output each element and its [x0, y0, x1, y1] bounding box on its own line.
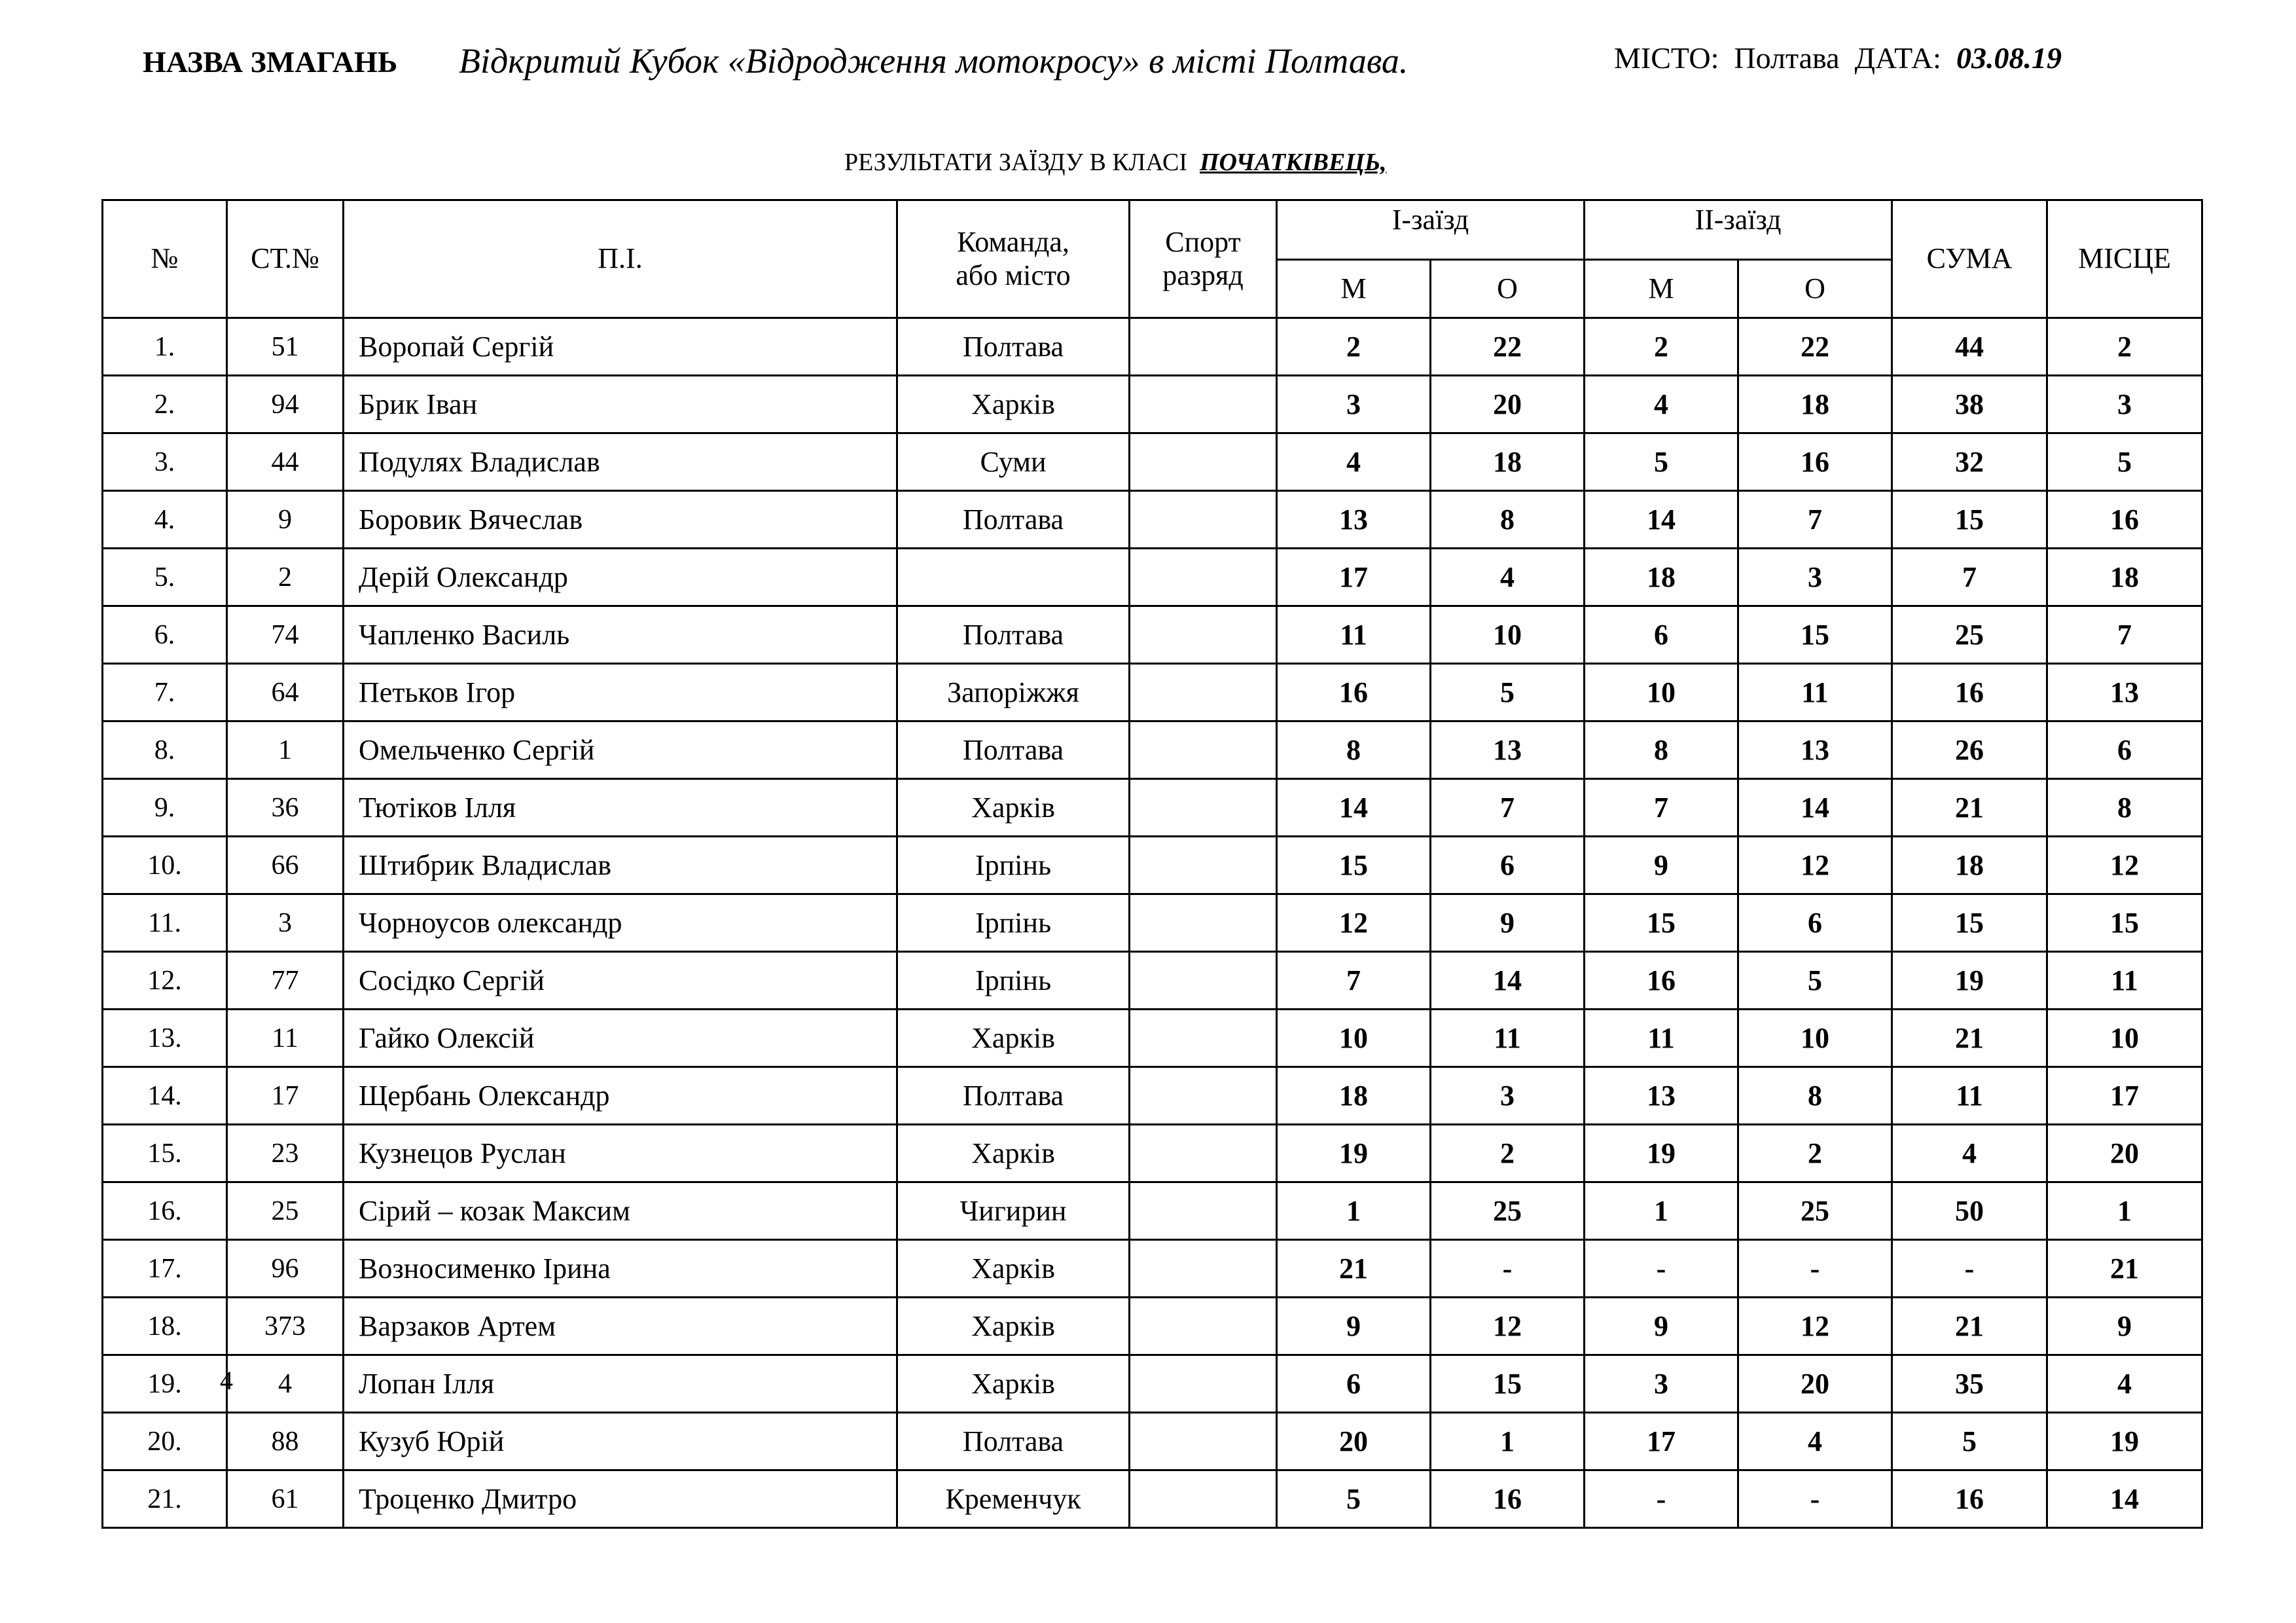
- race1-points: 22: [1431, 318, 1585, 376]
- race2-position: 18: [1585, 549, 1738, 606]
- row-number: 4.: [103, 491, 227, 549]
- total-points: 38: [1892, 376, 2047, 433]
- team-city: Ірпінь: [897, 894, 1130, 952]
- start-number: 23: [227, 1125, 344, 1182]
- table-row: [103, 779, 2202, 837]
- total-points: 15: [1892, 491, 2047, 549]
- total-points: 4: [1892, 1125, 2047, 1182]
- rider-name: Штибрик Владислав: [344, 837, 897, 894]
- start-number: 94: [227, 376, 344, 433]
- table-row: [103, 376, 2202, 433]
- row-number: 16.: [103, 1182, 227, 1240]
- final-place: 19: [2047, 1413, 2202, 1470]
- race1-position: 5: [1277, 1470, 1431, 1528]
- row-number: 5.: [103, 549, 227, 606]
- race1-points: 2: [1431, 1125, 1585, 1182]
- race1-position: 21: [1277, 1240, 1431, 1298]
- competition-title: Відкритий Кубок «Відродження мотокросу» в місті Полтава.: [459, 41, 1408, 81]
- start-number: 1: [227, 721, 344, 779]
- race1-position: 20: [1277, 1413, 1431, 1470]
- table-row: [103, 1067, 2202, 1125]
- total-points: 11: [1892, 1067, 2047, 1125]
- rider-name: Кузнецов Руслан: [344, 1125, 897, 1182]
- race1-points: 11: [1431, 1010, 1585, 1067]
- final-place: 3: [2047, 376, 2202, 433]
- row-number: 6.: [103, 606, 227, 664]
- start-number: 88: [227, 1413, 344, 1470]
- final-place: 18: [2047, 549, 2202, 606]
- start-number: 66: [227, 837, 344, 894]
- table-row: [103, 721, 2202, 779]
- race2-position: -: [1585, 1470, 1738, 1528]
- race1-position: 15: [1277, 837, 1431, 894]
- row-number: 7.: [103, 664, 227, 721]
- team-city: Суми: [897, 433, 1130, 491]
- race1-points: 6: [1431, 837, 1585, 894]
- sport-rank: [1130, 1413, 1277, 1470]
- race2-position: 16: [1585, 952, 1738, 1010]
- header-place: МІСЦЕ: [2047, 200, 2202, 318]
- header-race1-m: М: [1277, 260, 1431, 318]
- race2-points: -: [1738, 1470, 1892, 1528]
- sport-rank: [1130, 894, 1277, 952]
- header-rank-line1: Спорт: [1165, 225, 1241, 258]
- race2-points: 25: [1738, 1182, 1892, 1240]
- row-number: 1.: [103, 318, 227, 376]
- race2-points: 16: [1738, 433, 1892, 491]
- sport-rank: [1130, 491, 1277, 549]
- start-number: 373: [227, 1298, 344, 1355]
- total-points: 32: [1892, 433, 2047, 491]
- race2-points: 5: [1738, 952, 1892, 1010]
- total-points: 5: [1892, 1413, 2047, 1470]
- final-place: 16: [2047, 491, 2202, 549]
- total-points: 19: [1892, 952, 2047, 1010]
- subtitle-text: РЕЗУЛЬТАТИ ЗАЇЗДУ В КЛАСІ: [844, 149, 1187, 176]
- race1-points: 9: [1431, 894, 1585, 952]
- race2-position: 17: [1585, 1413, 1738, 1470]
- race2-position: 9: [1585, 1298, 1738, 1355]
- header-team-line2: або місто: [956, 259, 1071, 291]
- final-place: 8: [2047, 779, 2202, 837]
- race2-position: 7: [1585, 779, 1738, 837]
- row-number: 19.: [103, 1355, 227, 1413]
- team-city: Полтава: [897, 606, 1130, 664]
- team-city: Полтава: [897, 318, 1130, 376]
- race2-position: 1: [1585, 1182, 1738, 1240]
- race1-position: 4: [1277, 433, 1431, 491]
- team-city: Харків: [897, 1298, 1130, 1355]
- race1-position: 18: [1277, 1067, 1431, 1125]
- rider-name: Троценко Дмитро: [344, 1470, 897, 1528]
- race1-points: 8: [1431, 491, 1585, 549]
- rider-name: Чорноусов олександр: [344, 894, 897, 952]
- race1-position: 16: [1277, 664, 1431, 721]
- table-row: [103, 1355, 2202, 1413]
- race2-position: 15: [1585, 894, 1738, 952]
- race1-points: 16: [1431, 1470, 1585, 1528]
- team-city: Полтава: [897, 491, 1130, 549]
- row-number: 3.: [103, 433, 227, 491]
- team-city: Кременчук: [897, 1470, 1130, 1528]
- sport-rank: [1130, 1182, 1277, 1240]
- header-race2-m: М: [1585, 260, 1738, 318]
- table-row: [103, 1470, 2202, 1528]
- start-number: 9: [227, 491, 344, 549]
- total-points: 16: [1892, 664, 2047, 721]
- team-city: Полтава: [897, 721, 1130, 779]
- race2-position: 2: [1585, 318, 1738, 376]
- start-number: 64: [227, 664, 344, 721]
- team-city: Харків: [897, 376, 1130, 433]
- header-rank-line2: разряд: [1162, 259, 1244, 291]
- sport-rank: [1130, 1010, 1277, 1067]
- total-points: 26: [1892, 721, 2047, 779]
- table-row: [103, 549, 2202, 606]
- final-place: 14: [2047, 1470, 2202, 1528]
- race1-points: 1: [1431, 1413, 1585, 1470]
- table-row: [103, 952, 2202, 1010]
- sport-rank: [1130, 549, 1277, 606]
- race1-position: 12: [1277, 894, 1431, 952]
- start-number: 2: [227, 549, 344, 606]
- header-race2-o: О: [1738, 260, 1892, 318]
- start-number: 11: [227, 1010, 344, 1067]
- race1-points: 12: [1431, 1298, 1585, 1355]
- total-points: 50: [1892, 1182, 2047, 1240]
- race2-points: 7: [1738, 491, 1892, 549]
- start-number: 61: [227, 1470, 344, 1528]
- sport-rank: [1130, 1470, 1277, 1528]
- race2-points: 14: [1738, 779, 1892, 837]
- team-city: Запоріжжя: [897, 664, 1130, 721]
- final-place: 2: [2047, 318, 2202, 376]
- row-number: 20.: [103, 1413, 227, 1470]
- rider-name: Подулях Владислав: [344, 433, 897, 491]
- sport-rank: [1130, 1240, 1277, 1298]
- race2-points: 12: [1738, 837, 1892, 894]
- row-number: 10.: [103, 837, 227, 894]
- total-points: 7: [1892, 549, 2047, 606]
- table-row: [103, 1240, 2202, 1298]
- race2-points: 18: [1738, 376, 1892, 433]
- stray-mark: 4: [220, 1366, 233, 1395]
- start-number: 77: [227, 952, 344, 1010]
- race2-position: 9: [1585, 837, 1738, 894]
- header-race-1: І-заїзд: [1277, 200, 1585, 260]
- race2-points: 13: [1738, 721, 1892, 779]
- race2-points: -: [1738, 1240, 1892, 1298]
- final-place: 6: [2047, 721, 2202, 779]
- race1-points: 18: [1431, 433, 1585, 491]
- header-team-line1: Команда,: [957, 225, 1069, 258]
- total-points: 35: [1892, 1355, 2047, 1413]
- date-value: 03.08.19: [1956, 41, 2062, 75]
- start-number: 96: [227, 1240, 344, 1298]
- race1-position: 8: [1277, 721, 1431, 779]
- race1-position: 13: [1277, 491, 1431, 549]
- final-place: 21: [2047, 1240, 2202, 1298]
- race1-points: 15: [1431, 1355, 1585, 1413]
- race2-points: 2: [1738, 1125, 1892, 1182]
- start-number: 74: [227, 606, 344, 664]
- final-place: 20: [2047, 1125, 2202, 1182]
- rider-name: Тютіков Ілля: [344, 779, 897, 837]
- results-body: [103, 318, 2202, 1528]
- race2-position: 5: [1585, 433, 1738, 491]
- final-place: 4: [2047, 1355, 2202, 1413]
- race1-points: 10: [1431, 606, 1585, 664]
- race1-points: -: [1431, 1240, 1585, 1298]
- final-place: 7: [2047, 606, 2202, 664]
- race2-position: 8: [1585, 721, 1738, 779]
- header-total: СУМА: [1892, 200, 2047, 318]
- final-place: 15: [2047, 894, 2202, 952]
- race1-position: 7: [1277, 952, 1431, 1010]
- race2-position: 3: [1585, 1355, 1738, 1413]
- race1-points: 4: [1431, 549, 1585, 606]
- team-city: Харків: [897, 1010, 1130, 1067]
- team-city: Харків: [897, 1240, 1130, 1298]
- rider-name: Боровик Вячеслав: [344, 491, 897, 549]
- sport-rank: [1130, 664, 1277, 721]
- start-number: 3: [227, 894, 344, 952]
- sport-rank: [1130, 721, 1277, 779]
- document-header: [143, 38, 2185, 90]
- race1-points: 14: [1431, 952, 1585, 1010]
- team-city: Полтава: [897, 1413, 1130, 1470]
- row-number: 11.: [103, 894, 227, 952]
- race1-position: 14: [1277, 779, 1431, 837]
- start-number: 44: [227, 433, 344, 491]
- total-points: 15: [1892, 894, 2047, 952]
- class-name: ПОЧАТКІВЕЦЬ,: [1199, 149, 1387, 176]
- team-city: Харків: [897, 1355, 1130, 1413]
- table-row: [103, 1298, 2202, 1355]
- race1-points: 3: [1431, 1067, 1585, 1125]
- header-rank: [1130, 200, 1277, 318]
- start-number-value: 4: [278, 1368, 292, 1399]
- race1-position: 17: [1277, 549, 1431, 606]
- sport-rank: [1130, 1355, 1277, 1413]
- row-number: 17.: [103, 1240, 227, 1298]
- results-subtitle: [844, 148, 1386, 177]
- race2-position: -: [1585, 1240, 1738, 1298]
- table-row: [103, 1125, 2202, 1182]
- final-place: 5: [2047, 433, 2202, 491]
- table-row: [103, 1010, 2202, 1067]
- race1-position: 1: [1277, 1182, 1431, 1240]
- table-row: [103, 837, 2202, 894]
- total-points: 21: [1892, 1298, 2047, 1355]
- row-number: 13.: [103, 1010, 227, 1067]
- race2-points: 20: [1738, 1355, 1892, 1413]
- table-row: [103, 894, 2202, 952]
- rider-name: Омельченко Сергій: [344, 721, 897, 779]
- rider-name: Дерій Олександр: [344, 549, 897, 606]
- rider-name: Возносименко Ірина: [344, 1240, 897, 1298]
- sport-rank: [1130, 606, 1277, 664]
- race1-points: 25: [1431, 1182, 1585, 1240]
- row-number: 9.: [103, 779, 227, 837]
- rider-name: Сірий – козак Максим: [344, 1182, 897, 1240]
- race2-position: 4: [1585, 376, 1738, 433]
- team-city: Ірпінь: [897, 837, 1130, 894]
- team-city: Чигирин: [897, 1182, 1130, 1240]
- total-points: 16: [1892, 1470, 2047, 1528]
- header-team: [897, 200, 1130, 318]
- rider-name: Петьков Ігор: [344, 664, 897, 721]
- team-city: [897, 549, 1130, 606]
- race2-points: 11: [1738, 664, 1892, 721]
- table-row: [103, 664, 2202, 721]
- rider-name: Брик Іван: [344, 376, 897, 433]
- rider-name: Гайко Олексій: [344, 1010, 897, 1067]
- sport-rank: [1130, 952, 1277, 1010]
- rider-name: Воропай Сергій: [344, 318, 897, 376]
- table-row: [103, 1182, 2202, 1240]
- start-number: 25: [227, 1182, 344, 1240]
- race2-position: 14: [1585, 491, 1738, 549]
- team-city: Ірпінь: [897, 952, 1130, 1010]
- sport-rank: [1130, 779, 1277, 837]
- rider-name: Варзаков Артем: [344, 1298, 897, 1355]
- table-row: [103, 491, 2202, 549]
- race1-points: 5: [1431, 664, 1585, 721]
- date-label: ДАТА:: [1854, 41, 1941, 75]
- final-place: 13: [2047, 664, 2202, 721]
- row-number: 14.: [103, 1067, 227, 1125]
- race2-position: 11: [1585, 1010, 1738, 1067]
- final-place: 9: [2047, 1298, 2202, 1355]
- total-points: 21: [1892, 779, 2047, 837]
- results-table: [101, 199, 2203, 1529]
- team-city: Харків: [897, 779, 1130, 837]
- sport-rank: [1130, 433, 1277, 491]
- race2-points: 10: [1738, 1010, 1892, 1067]
- race2-position: 6: [1585, 606, 1738, 664]
- team-city: Полтава: [897, 1067, 1130, 1125]
- start-number: [220, 1355, 344, 1413]
- header-race1-o: О: [1431, 260, 1585, 318]
- final-place: 17: [2047, 1067, 2202, 1125]
- race1-position: 11: [1277, 606, 1431, 664]
- sport-rank: [1130, 376, 1277, 433]
- sport-rank: [1130, 1298, 1277, 1355]
- race2-points: 3: [1738, 549, 1892, 606]
- final-place: 11: [2047, 952, 2202, 1010]
- race1-points: 13: [1431, 721, 1585, 779]
- race1-position: 2: [1277, 318, 1431, 376]
- row-number: 21.: [103, 1470, 227, 1528]
- start-number: 36: [227, 779, 344, 837]
- row-number: 15.: [103, 1125, 227, 1182]
- race2-points: 4: [1738, 1413, 1892, 1470]
- total-points: 21: [1892, 1010, 2047, 1067]
- race2-points: 8: [1738, 1067, 1892, 1125]
- row-number: 12.: [103, 952, 227, 1010]
- race1-position: 6: [1277, 1355, 1431, 1413]
- total-points: 25: [1892, 606, 2047, 664]
- sport-rank: [1130, 318, 1277, 376]
- race2-position: 13: [1585, 1067, 1738, 1125]
- final-place: 12: [2047, 837, 2202, 894]
- rider-name: Кузуб Юрій: [344, 1413, 897, 1470]
- race2-position: 19: [1585, 1125, 1738, 1182]
- final-place: 1: [2047, 1182, 2202, 1240]
- sport-rank: [1130, 1125, 1277, 1182]
- final-place: 10: [2047, 1010, 2202, 1067]
- competition-label: НАЗВА ЗМАГАНЬ: [143, 45, 398, 79]
- start-number: 51: [227, 318, 344, 376]
- row-number: 2.: [103, 376, 227, 433]
- sport-rank: [1130, 837, 1277, 894]
- total-points: -: [1892, 1240, 2047, 1298]
- race2-position: 10: [1585, 664, 1738, 721]
- table-row: [103, 606, 2202, 664]
- race2-points: 22: [1738, 318, 1892, 376]
- start-number: 17: [227, 1067, 344, 1125]
- rider-name: Сосідко Сергій: [344, 952, 897, 1010]
- table-row: [103, 318, 2202, 376]
- race2-points: 6: [1738, 894, 1892, 952]
- table-row: [103, 433, 2202, 491]
- row-number: 18.: [103, 1298, 227, 1355]
- race1-points: 20: [1431, 376, 1585, 433]
- rider-name: Лопан Ілля: [344, 1355, 897, 1413]
- total-points: 44: [1892, 318, 2047, 376]
- race1-position: 19: [1277, 1125, 1431, 1182]
- team-city: Харків: [897, 1125, 1130, 1182]
- sport-rank: [1130, 1067, 1277, 1125]
- city-date-line: [1614, 41, 2062, 75]
- row-number: 8.: [103, 721, 227, 779]
- header-no: №: [103, 200, 227, 318]
- race2-points: 12: [1738, 1298, 1892, 1355]
- rider-name: Щербань Олександр: [344, 1067, 897, 1125]
- rider-name: Чапленко Василь: [344, 606, 897, 664]
- header-race-2: ІІ-заїзд: [1585, 200, 1892, 260]
- race2-points: 15: [1738, 606, 1892, 664]
- city-value: Полтава: [1734, 41, 1840, 75]
- race1-position: 9: [1277, 1298, 1431, 1355]
- race1-points: 7: [1431, 779, 1585, 837]
- header-start-no: СТ.№: [227, 200, 344, 318]
- total-points: 18: [1892, 837, 2047, 894]
- race1-position: 10: [1277, 1010, 1431, 1067]
- city-label: МІСТО:: [1614, 41, 1719, 75]
- table-row: [103, 1413, 2202, 1470]
- header-name: П.І.: [344, 200, 897, 318]
- race1-position: 3: [1277, 376, 1431, 433]
